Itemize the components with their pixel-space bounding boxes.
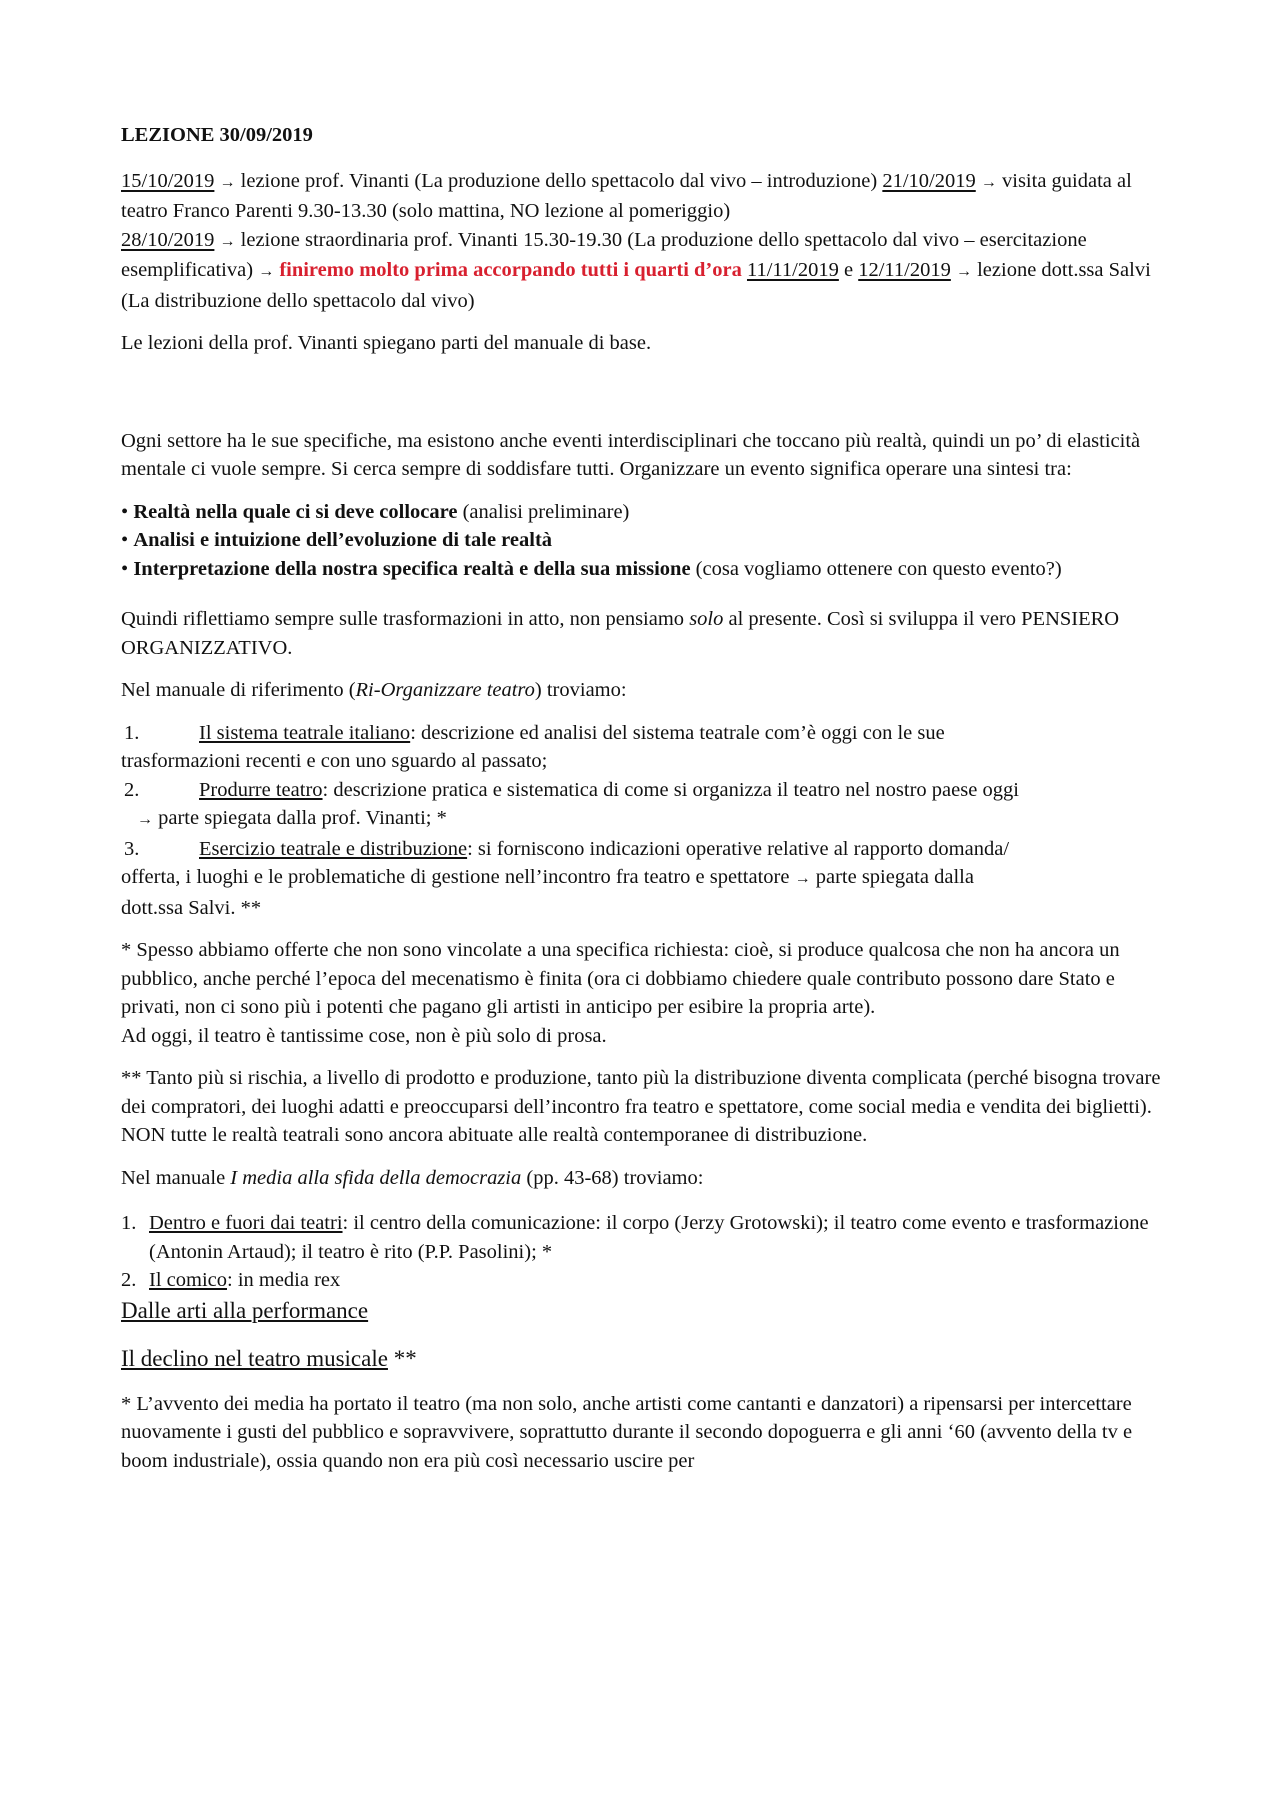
list-number: 1. (121, 1212, 137, 1234)
list-item (121, 835, 1171, 864)
paragraph-manuale (121, 676, 1171, 705)
list-text: parte spiegata dalla (810, 866, 974, 888)
arrow-icon: → (794, 870, 811, 887)
book-title: I media alla sfida della democrazia (230, 1166, 522, 1189)
list-number: 3. (124, 837, 140, 860)
note-1-continued: Ad oggi, il teatro è tantissime cose, non è più solo di prosa. (121, 1024, 607, 1047)
list-item (121, 1266, 1171, 1295)
text-run: al presente. Così si sviluppa il vero PENSIERO ORGANIZZATIVO. (121, 608, 1120, 659)
list-item (121, 776, 1171, 805)
section-heading-declino (121, 1343, 1171, 1374)
document-page (121, 121, 1171, 1489)
list-number: 1. (124, 721, 140, 744)
schedule-text-5: lezione dott.ssa Salvi (La distribuzione dello spettacolo dal vivo) (121, 259, 1151, 312)
bullet-bold: Interpretazione della nostra specifica realtà e della sua missione (133, 557, 691, 580)
list-item (121, 719, 1171, 748)
list-text: : il centro della comunicazione: il corpo (Jerzy Grotowski); il teatro come evento e trasformazione (Antonin Artaud); il teatro è rito (P.P. Pasolini); * (149, 1212, 1149, 1263)
schedule-paragraph (121, 167, 1171, 316)
bullet-rest: (cosa vogliamo ottenere con questo evento?) (690, 557, 1062, 580)
date-3: 28/10/2019 (121, 228, 215, 251)
arrow-icon: → (980, 173, 997, 191)
list-number: 2. (124, 778, 140, 801)
list-text: parte spiegata dalla prof. Vinanti; * (153, 807, 447, 829)
bullet-item: • Interpretazione della nostra specifica realtà e della sua missione (cosa vogliamo ottenere con questo evento?) (121, 557, 1062, 580)
list-text: : in media rex (227, 1269, 341, 1291)
paragraph-lezioni: Le lezioni della prof. Vinanti spiegano parti del manuale di base. (121, 332, 652, 354)
schedule-text-2: visita guidata al teatro Franco Parenti 9.30-13.30 (solo mattina, NO lezione al pomeriggio) (121, 169, 1132, 222)
note-2: ** Tanto più si rischia, a livello di prodotto e produzione, tanto più la distribuzione diventa complicata (perché bisogna trovare dei compratori, dei luoghi adatti e preoccuparsi dell’incontro fra teatro e spettatore, come social media e vendita dei biglietti). NON tutte le realtà teatrali sono ancora abituate alle realtà contemporanee di distribuzione. (121, 1067, 1161, 1146)
list-heading: Produrre teatro (199, 778, 323, 801)
date-5: 12/11/2019 (858, 259, 951, 281)
schedule-text-1: lezione prof. Vinanti (La produzione dello spettacolo dal vivo – introduzione) (235, 169, 883, 192)
section-heading-arti: Dalle arti alla performance (121, 1297, 369, 1323)
note-1: * Spesso abbiamo offerte che non sono vincolate a una specifica richiesta: cioè, si produce qualcosa che non ha ancora un pubblico, anche perché l’epoca del mecenatismo è finita (ora ci dobbiamo chiedere quale contributo possono dare Stato e privati, non ci sono più i potenti che pagano gli artisti in anticipo per esibire la propria arte). (121, 939, 1120, 1018)
list-heading: Dentro e fuori dai teatri (149, 1212, 343, 1234)
heading-tail: ** (387, 1345, 417, 1371)
list-item-continued: trasformazioni recenti e con uno sguardo al passato; (121, 750, 548, 772)
paragraph-settore: Ogni settore ha le sue specifiche, ma esistono anche eventi interdisciplinari che toccano più realtà, quindi un po’ di elasticità mentale ci vuole sempre. Si cerca sempre di soddisfare tutti. Organizzare un evento significa operare una sintesi tra: (121, 429, 1141, 480)
emphasis: solo (689, 608, 724, 630)
date-4: 11/11/2019 (746, 259, 839, 281)
list-item-continued: dott.ssa Salvi. ** (121, 896, 262, 919)
paragraph-pensiero (121, 605, 1171, 662)
bullet-rest: (analisi preliminare) (457, 500, 630, 523)
arrow-icon: → (258, 263, 275, 280)
bullet-bold: Realtà nella quale ci si deve collocare (133, 500, 458, 523)
book-title: Ri-Organizzare teatro (355, 679, 535, 701)
text-run: Quindi riflettiamo sempre sulle trasformazioni in atto, non pensiamo (121, 608, 690, 630)
paragraph-manuale-media (121, 1164, 1171, 1193)
list-text: : descrizione pratica e sistematica di come si organizza il teatro nel nostro paese oggi (322, 778, 1019, 801)
schedule-text-3: lezione straordinaria prof. Vinanti 15.30-19.30 (La produzione dello spettacolo dal vivo – esercitazione esemplificativa) (121, 228, 1087, 281)
bullet-item: • Analisi e intuizione dell’evoluzione di tale realtà (121, 529, 553, 551)
paragraph-media: * L’avvento dei media ha portato il teatro (ma non solo, anche artisti come cantanti e danzatori) a ripensarsi per intercettare nuovamente i gusti del pubblico e sopravvivere, soprattutto durante il secondo dopoguerra e gli anni ‘60 (avvento della tv e boom industriale), ossia quando non era più così necessario uscire per (121, 1392, 1133, 1472)
list-text: offerta, i luoghi e le problematiche di gestione nell’incontro fra teatro e spettatore (121, 866, 795, 888)
page-title: LEZIONE 30/09/2019 (121, 124, 313, 146)
arrow-icon: → (219, 173, 236, 191)
text-run: Nel manuale di riferimento ( (121, 679, 356, 701)
text-run: Nel manuale (121, 1166, 231, 1189)
date-1: 15/10/2019 (121, 169, 215, 192)
list-number: 2. (121, 1269, 137, 1291)
arrow-icon: → (955, 263, 972, 280)
arrow-icon: → (137, 811, 153, 828)
list-heading: Il comico (149, 1269, 227, 1291)
list-item-continued (121, 804, 1171, 835)
schedule-text-4: e (838, 259, 859, 281)
bullet-bold: Analisi e intuizione dell’evoluzione di tale realtà (133, 529, 553, 551)
text-run: (pp. 43-68) troviamo: (521, 1166, 704, 1189)
list-text: : si forniscono indicazioni operative relative al rapporto domanda/ (467, 837, 1010, 860)
list-text: : descrizione ed analisi del sistema teatrale com’è oggi con le sue (410, 721, 945, 744)
arrow-icon: → (219, 232, 236, 250)
bullet-item: • Realtà nella quale ci si deve collocare (analisi preliminare) (121, 500, 630, 523)
list-heading: Il sistema teatrale italiano (199, 721, 411, 744)
spacer (121, 372, 1171, 427)
list-item (121, 1209, 1171, 1266)
highlight-note: finiremo molto prima accorpando tutti i quarti d’ora (274, 259, 747, 281)
date-2: 21/10/2019 (882, 169, 976, 192)
list-item-continued (121, 863, 1171, 894)
list-heading: Esercizio teatrale e distribuzione (199, 837, 468, 860)
heading-text: Il declino nel teatro musicale (121, 1345, 388, 1371)
text-run: ) troviamo: (534, 679, 627, 701)
